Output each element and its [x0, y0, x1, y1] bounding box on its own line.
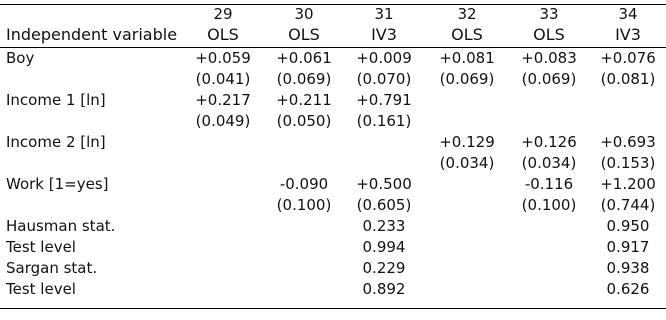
model-number-header: 29 [213, 5, 233, 23]
statistic-value-cell [426, 279, 508, 300]
standard-error-cell: (0.034) [521, 154, 577, 172]
coefficient-cell: +0.059 [195, 49, 251, 67]
standard-error-cell [266, 152, 342, 174]
variable-label: Boy [6, 49, 35, 67]
statistic-value-cell: 0.626 [606, 280, 650, 298]
statistic-label: Sargan stat. [6, 259, 98, 277]
standard-error-cell [180, 152, 266, 174]
standard-error-row [0, 110, 666, 132]
statistic-value-cell [266, 237, 342, 258]
standard-error-cell: (0.153) [600, 154, 656, 172]
coefficient-cell [180, 174, 266, 194]
coefficient-cell [590, 90, 666, 110]
statistic-value-cell [426, 237, 508, 258]
standard-error-cell: (0.069) [276, 70, 332, 88]
variable-label: Income 1 [ln] [6, 91, 106, 109]
standard-error-cell [180, 194, 266, 216]
coefficient-cell: +0.081 [439, 49, 495, 67]
statistic-value-cell: 0.938 [606, 259, 650, 277]
standard-error-cell [426, 194, 508, 216]
coefficient-row [0, 90, 666, 110]
statistic-value-cell [508, 216, 590, 237]
statistic-value-cell: 0.229 [362, 259, 406, 277]
standard-error-cell: (0.744) [600, 196, 656, 214]
statistic-value-cell [266, 258, 342, 279]
statistic-value-cell: 0.994 [362, 238, 406, 256]
statistic-row [0, 258, 666, 279]
coefficient-cell: +0.129 [439, 133, 495, 151]
coefficient-cell [266, 132, 342, 152]
coefficient-cell [508, 90, 590, 110]
standard-error-cell: (0.069) [439, 70, 495, 88]
statistic-row [0, 216, 666, 237]
variable-label: Work [1=yes] [6, 175, 109, 193]
standard-error-row [0, 152, 666, 174]
statistic-value-cell: 0.892 [362, 280, 406, 298]
standard-error-blank-label [0, 110, 180, 132]
estimator-header: OLS [533, 25, 565, 44]
standard-error-cell: (0.041) [195, 70, 251, 88]
statistic-label: Hausman stat. [6, 217, 116, 235]
statistic-value-cell [180, 216, 266, 237]
independent-variable-header: Independent variable [6, 25, 178, 44]
header-blank-cell [0, 5, 180, 23]
standard-error-blank-label [0, 194, 180, 216]
statistic-value-cell [180, 279, 266, 300]
coefficient-cell: +0.217 [195, 91, 251, 109]
coefficient-cell: +0.211 [276, 91, 332, 109]
standard-error-cell [590, 110, 666, 132]
standard-error-row [0, 194, 666, 216]
standard-error-cell: (0.605) [356, 196, 412, 214]
statistic-value-cell: 0.950 [606, 217, 650, 235]
standard-error-blank-label [0, 68, 180, 90]
model-number-header: 32 [457, 5, 477, 23]
statistic-value-cell: 0.233 [362, 217, 406, 235]
model-number-header: 31 [374, 5, 394, 23]
statistic-value-cell: 0.917 [606, 238, 650, 256]
bottom-rule [0, 308, 666, 309]
standard-error-cell: (0.100) [521, 196, 577, 214]
estimator-header: IV3 [615, 25, 641, 44]
standard-error-cell: (0.161) [356, 112, 412, 130]
statistic-value-cell [426, 258, 508, 279]
estimator-header: OLS [451, 25, 483, 44]
coefficient-cell [342, 132, 426, 152]
coefficient-cell [426, 174, 508, 194]
coefficient-cell: -0.116 [524, 175, 574, 193]
statistic-value-cell [508, 237, 590, 258]
coefficient-row [0, 48, 666, 68]
standard-error-cell: (0.050) [276, 112, 332, 130]
standard-error-blank-label [0, 152, 180, 174]
coefficient-cell: +0.083 [521, 49, 577, 67]
statistic-value-cell [180, 258, 266, 279]
standard-error-cell: (0.069) [521, 70, 577, 88]
statistic-row [0, 237, 666, 258]
statistic-label: Test level [6, 280, 76, 298]
model-number-header: 33 [539, 5, 559, 23]
coefficient-cell [180, 132, 266, 152]
statistic-value-cell [180, 237, 266, 258]
standard-error-cell [342, 152, 426, 174]
statistic-value-cell [508, 258, 590, 279]
estimator-header: IV3 [371, 25, 397, 44]
coefficient-row [0, 174, 666, 194]
coefficient-cell [426, 90, 508, 110]
model-number-header: 34 [618, 5, 638, 23]
coefficient-cell: +0.076 [600, 49, 656, 67]
coefficient-cell: +0.009 [356, 49, 412, 67]
header-row-model-numbers [0, 5, 666, 23]
statistic-value-cell [508, 279, 590, 300]
coefficient-cell: +0.791 [356, 91, 412, 109]
regression-table [0, 5, 666, 300]
coefficient-cell: +0.126 [521, 133, 577, 151]
standard-error-cell: (0.049) [195, 112, 251, 130]
variable-label: Income 2 [ln] [6, 133, 106, 151]
standard-error-row [0, 68, 666, 90]
coefficient-cell: +1.200 [600, 175, 656, 193]
statistic-label: Test level [6, 238, 76, 256]
standard-error-cell: (0.100) [276, 196, 332, 214]
estimator-header: OLS [288, 25, 320, 44]
statistic-value-cell [266, 279, 342, 300]
coefficient-cell: +0.500 [356, 175, 412, 193]
coefficient-cell: +0.693 [600, 133, 656, 151]
statistic-row [0, 279, 666, 300]
standard-error-cell: (0.034) [439, 154, 495, 172]
coefficient-cell: +0.061 [276, 49, 332, 67]
coefficient-cell: -0.090 [279, 175, 329, 193]
table-body [0, 5, 666, 300]
model-number-header: 30 [294, 5, 314, 23]
coefficient-row [0, 132, 666, 152]
standard-error-cell [426, 110, 508, 132]
statistic-value-cell [266, 216, 342, 237]
header-row-estimators [0, 23, 666, 46]
estimator-header: OLS [207, 25, 239, 44]
statistic-value-cell [426, 216, 508, 237]
standard-error-cell: (0.070) [356, 70, 412, 88]
standard-error-cell: (0.081) [600, 70, 656, 88]
standard-error-cell [508, 110, 590, 132]
